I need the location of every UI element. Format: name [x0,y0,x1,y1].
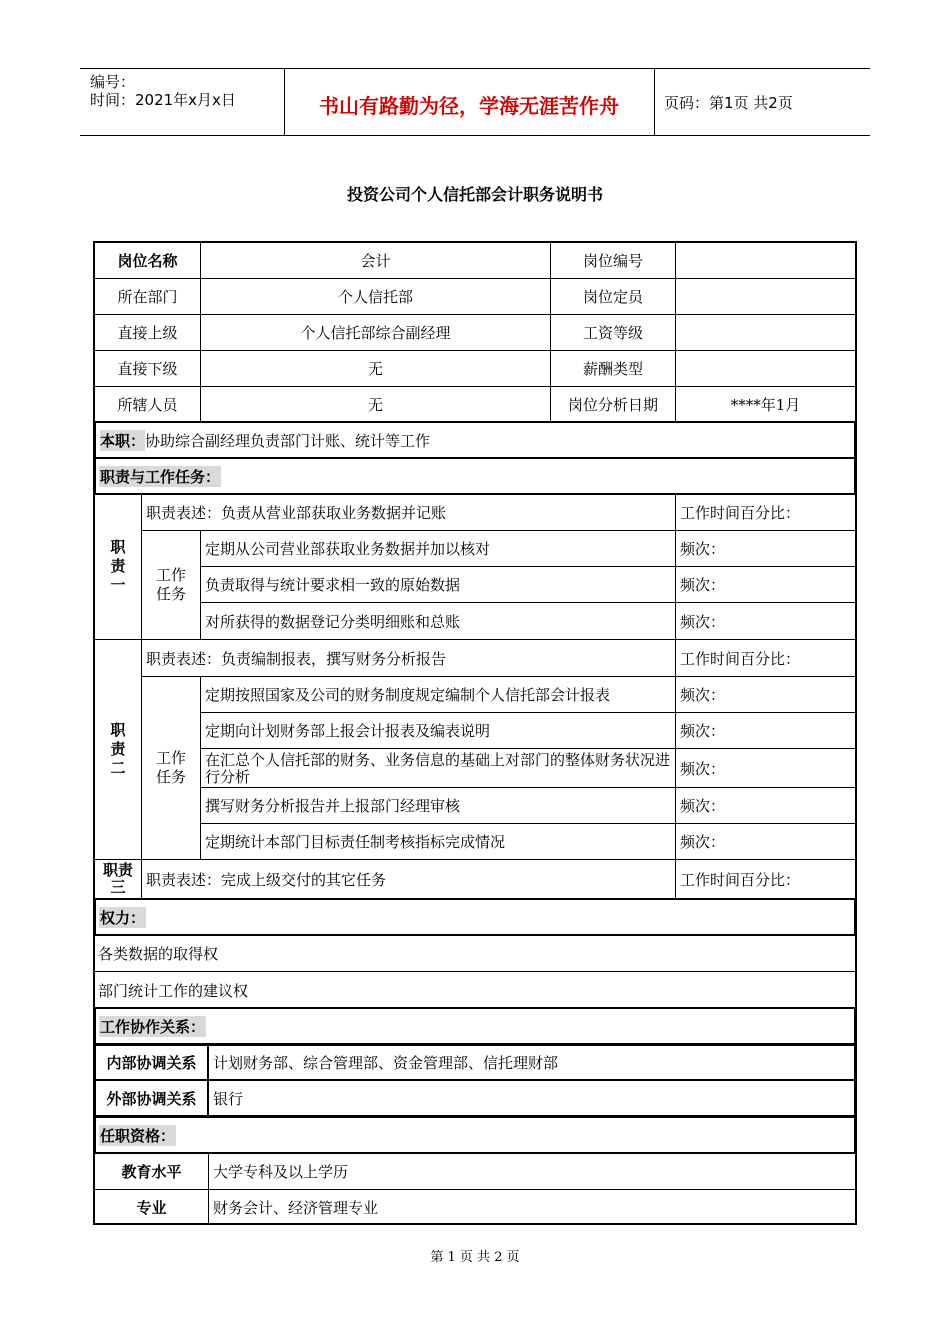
basic-key-2-row-5: 岗位分析日期 [550,386,676,423]
basic-value-2-row-3 [675,314,856,351]
main-duty-row [94,421,856,459]
power-section-header: 权力： [94,898,856,936]
basic-key-2-row-2: 岗位定员 [550,278,676,315]
duty-2-task-3-frequency: 频次： [675,748,856,788]
duty-2-task-1: 定期按照国家及公司的财务制度规定编制个人信托部会计报表 [200,676,676,713]
main-duty-text: 协助综合副经理负责部门计账、统计等工作 [145,431,431,450]
duty-2-time-percent: 工作时间百分比： [675,639,856,677]
relations-section-header: 工作协作关系： [94,1007,856,1045]
duty-1-task-1: 定期从公司营业部获取业务数据并加以核对 [200,530,676,567]
external-relations-value: 银行 [207,1079,856,1117]
basic-value-1-row-4: 无 [200,350,551,387]
basic-key-1-row-4: 直接下级 [94,350,201,387]
duty-1-time-percent: 工作时间百分比： [675,493,856,531]
doc-code-label: 编号： [90,73,136,91]
major-value: 财务会计、经济管理专业 [208,1189,856,1225]
basic-key-1-row-2: 所在部门 [94,278,201,315]
basic-value-1: 会计 [200,242,551,279]
duty-2-task-1-frequency: 频次： [675,676,856,713]
basic-key-2-row-1: 岗位编号 [550,242,676,279]
duty-3-description: 职责表述：完成上级交付的其它任务 [141,859,676,899]
basic-value-2-row-2 [675,278,856,315]
duty-3-label: 职责 三 [94,859,142,899]
duty-3-time-percent: 工作时间百分比： [675,859,856,899]
duty-1-label: 职 责 一 [94,493,142,640]
internal-relations-label: 内部协调关系 [94,1044,209,1081]
duty-2-task-3: 在汇总个人信托部的财务、业务信息的基础上对部门的整体财务状况进行分析 [200,748,676,788]
doc-time-label: 时间：2021年x月x日 [90,91,236,109]
duty-1-task-2-frequency: 频次： [675,566,856,603]
duty-2-task-5: 定期统计本部门目标责任制考核指标完成情况 [200,823,676,860]
duty-1-task-2: 负责取得与统计要求相一致的原始数据 [200,566,676,603]
basic-key-1-row-3: 直接上级 [94,314,201,351]
education-label: 教育水平 [94,1153,209,1190]
basic-key-2-row-3: 工资等级 [550,314,676,351]
header-motto: 书山有路勤为径，学海无涯苦作舟 [319,94,619,118]
page-indicator: 页码：第1页 共2页 [664,94,793,112]
tasks-section-header: 职责与工作任务： [94,457,856,495]
basic-value-1-row-3: 个人信托部综合副经理 [200,314,551,351]
duty-2-task-2-frequency: 频次： [675,712,856,749]
basic-value-2-row-1 [675,242,856,279]
duty-2-task-2: 定期向计划财务部上报会计报表及编表说明 [200,712,676,749]
basic-key-1-row-5: 所辖人员 [94,386,201,423]
power-item-1: 各类数据的取得权 [94,935,856,972]
header-divider-right [654,68,655,136]
duty-1-tasks-label: 工作 任务 [141,530,201,640]
main-duty-label: 本职： [100,431,146,450]
basic-value-1-row-2: 个人信托部 [200,278,551,315]
duty-2-tasks-label: 工作 任务 [141,676,201,860]
duty-2-description: 职责表述：负责编制报表，撰写财务分析报告 [141,639,676,677]
document-title: 投资公司个人信托部会计职务说明书 [346,185,603,204]
qualification-section-header: 任职资格： [94,1116,856,1154]
basic-value-1-row-5: 无 [200,386,551,423]
page-footer: 第 1 页 共 2 页 [430,1250,520,1265]
header-bottom-rule [80,135,870,136]
major-label: 专业 [94,1189,209,1225]
duty-2-label: 职 责 二 [94,639,142,860]
duty-2-task-4: 撰写财务分析报告并上报部门经理审核 [200,787,676,824]
duty-1-task-1-frequency: 频次： [675,530,856,567]
basic-value-2-row-5: ****年1月 [675,386,856,423]
duty-1-task-3: 对所获得的数据登记分类明细账和总账 [200,602,676,640]
internal-relations-value: 计划财务部、综合管理部、资金管理部、信托理财部 [207,1044,856,1081]
duty-2-task-4-frequency: 频次： [675,787,856,824]
duty-1-description: 职责表述：负责从营业部获取业务数据并记账 [141,493,676,531]
power-item-2: 部门统计工作的建议权 [94,971,856,1009]
header-top-rule [80,68,870,69]
education-value: 大学专科及以上学历 [208,1153,856,1190]
duty-2-task-5-frequency: 频次： [675,823,856,860]
basic-value-2-row-4 [675,350,856,387]
basic-key-1: 岗位名称 [94,242,201,279]
basic-key-2-row-4: 薪酬类型 [550,350,676,387]
external-relations-label: 外部协调关系 [94,1079,209,1117]
duty-1-task-3-frequency: 频次： [675,602,856,640]
